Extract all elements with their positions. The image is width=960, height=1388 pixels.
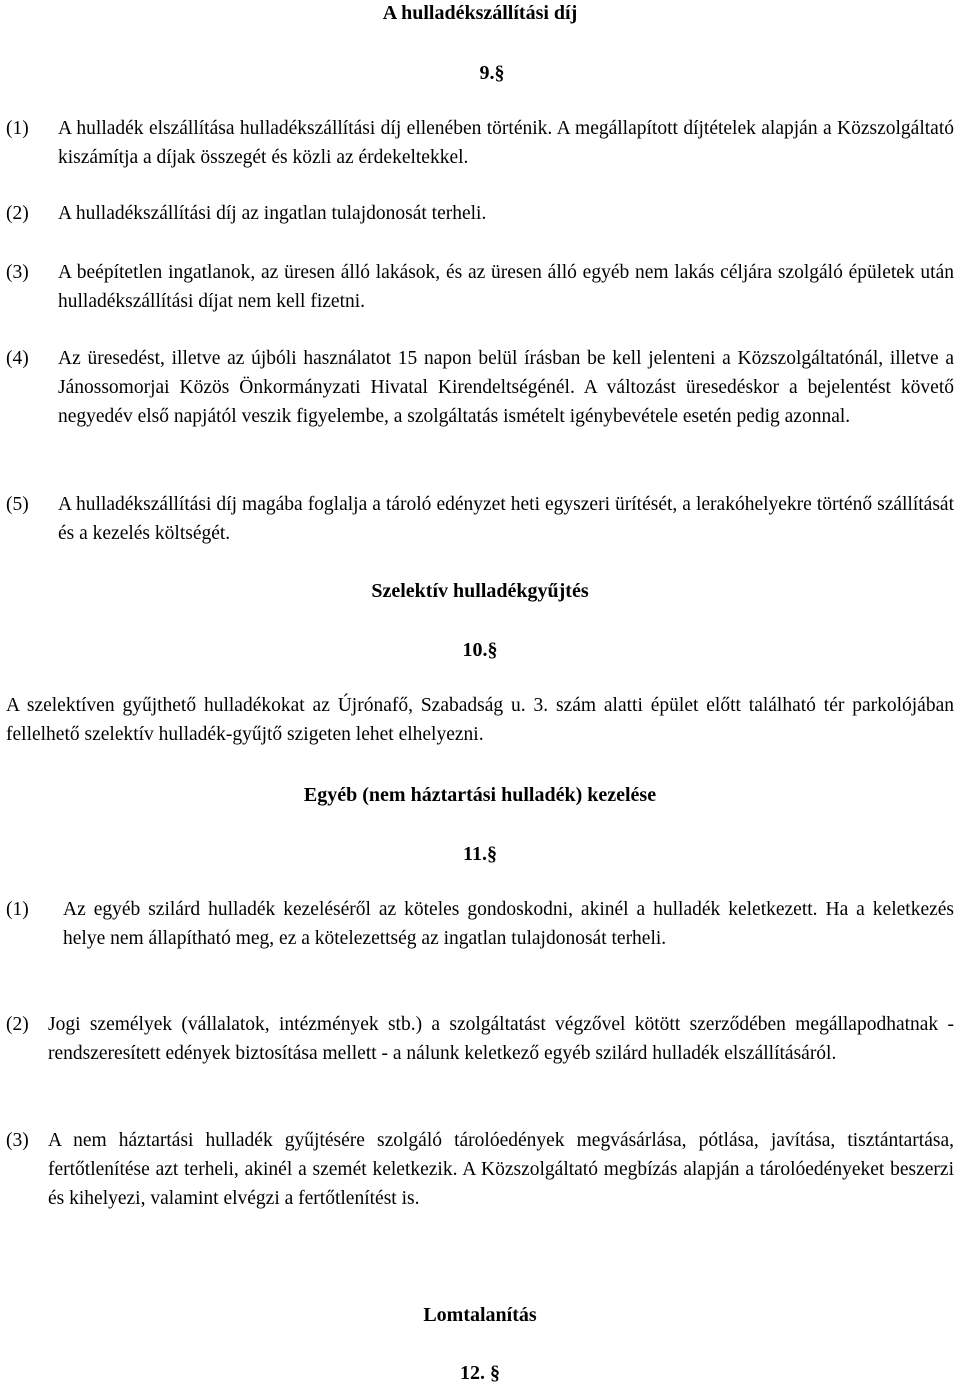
paragraph-11-2 [6,1010,954,1068]
paragraph-number: (1) [6,118,29,139]
paragraph-text: A hulladékszállítási díj az ingatlan tulajdonosát terheli. [58,203,487,224]
paragraph-text: Az üresedést, illetve az újbóli használatot 15 napon belül írásban be kell jelenteni a Közszolgáltatónál, illetve a Jánossomorjai Közös Önkormányzati Hivatal Kirendeltségénél. A változást üresedéskor a bejelentést követő negyedév első napjától veszik figyelembe, a szolgáltatás ismételt igénybevétele esetén pedig azonnal. [58,348,954,427]
paragraph-number: (1) [6,899,29,920]
section-number-9: 9.§ [479,62,505,84]
paragraph-9-1 [6,114,954,172]
paragraph-number: (3) [6,262,29,283]
paragraph-text: Jogi személyek (vállalatok, intézmények stb.) a szolgáltatást végzővel kötött szerződében megállapodhatnak - rendszeresített edények biztosítása mellett - a nálunk keletkező egyéb szilárd hulladék elszállításáról. [48,1014,954,1064]
paragraph-number: (2) [6,1014,29,1035]
paragraph-9-4 [6,344,954,431]
paragraph-10: A szelektíven gyűjthető hulladékokat az Újrónafő, Szabadság u. 3. szám alatti épület előtt található tér parkolójában fellelhető szelektív hulladék-gyűjtő szigeten lehet elhelyezni. [6,695,954,745]
section-number-12: 12. § [460,1362,500,1384]
paragraph-number: (3) [6,1130,29,1151]
paragraph-text: A beépítetlen ingatlanok, az üresen álló lakások, és az üresen álló egyéb nem lakás céljára szolgáló épületek után hulladékszállítási díjat nem kell fizetni. [58,262,954,312]
paragraph-11-3 [6,1126,954,1213]
paragraph-text: Az egyéb szilárd hulladék kezeléséről az köteles gondoskodni, akinél a hulladék keletkezett. Ha a keletkezés helye nem állapítható meg, ez a kötelezettség az ingatlan tulajdonosát terheli. [63,899,954,949]
paragraph-9-2 [6,199,954,228]
paragraph-9-3 [6,258,954,316]
section-title-cleanup: Lomtalanítás [423,1304,537,1326]
section-title-other: Egyéb (nem háztartási hulladék) kezelése [303,784,657,806]
section-number-11: 11.§ [463,843,497,865]
paragraph-text: A hulladék elszállítása hulladékszállítási díj ellenében történik. A megállapított díjtételek alapján a Közszolgáltató kiszámítja a díjak összegét és közli az érdekeltekkel. [58,118,954,168]
paragraph-number: (4) [6,348,29,369]
paragraph-11-1 [6,895,954,953]
paragraph-text: A hulladékszállítási díj magába foglalja a tároló edényzet heti egyszeri ürítését, a lerakóhelyekre történő szállítását és a kezelés költségét. [58,494,954,544]
section-title-selective: Szelektív hulladékgyűjtés [371,580,589,602]
paragraph-number: (5) [6,494,29,515]
section-number-10: 10.§ [462,639,498,661]
paragraph-number: (2) [6,203,29,224]
paragraph-text: A nem háztartási hulladék gyűjtésére szolgáló tárolóedények megvásárlása, pótlása, javítása, tisztántartása, fertőtlenítése azt terheli, akinél a szemét keletkezik. A Közszolgáltató megbízás alapján a tárolóedényeket beszerzi és kihelyezi, valamint elvégzi a fertőtlenítést is. [48,1130,954,1209]
section-title-fee: A hulladékszállítási díj [382,2,578,24]
paragraph-9-5 [6,490,954,548]
